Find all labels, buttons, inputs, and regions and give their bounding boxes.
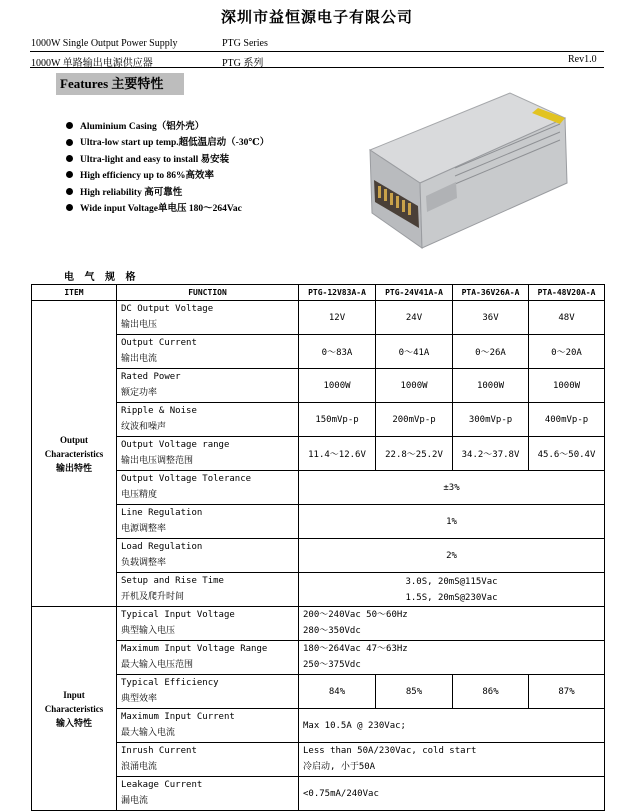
- feature-item: Ultra-low start up temp.超低温启动（-30℃）: [66, 135, 269, 151]
- table-row: [32, 369, 605, 403]
- column-header: PTA-36V26A-A: [453, 285, 529, 301]
- bullet-icon: [66, 139, 73, 146]
- function-cell: Leakage Current 漏电流: [117, 777, 299, 811]
- value-cell: 0～41A: [376, 335, 453, 369]
- revision: Rev1.0: [568, 54, 597, 65]
- function-cell: Typical Efficiency 典型效率: [117, 675, 299, 709]
- value-cell: 12V: [299, 301, 376, 335]
- value-cell: Max 10.5A @ 230Vac;: [299, 709, 605, 743]
- table-header-row: [32, 285, 605, 301]
- table-row: [32, 607, 605, 641]
- bullet-icon: [66, 122, 73, 129]
- function-cell: Rated Power 额定功率: [117, 369, 299, 403]
- value-cell: 22.8～25.2V: [376, 437, 453, 471]
- value-cell: 0～26A: [453, 335, 529, 369]
- series-cn: PTG 系列: [222, 58, 264, 69]
- header-divider-2: [30, 67, 604, 68]
- function-cell: Inrush Current 浪涌电流: [117, 743, 299, 777]
- value-cell: 0～83A: [299, 335, 376, 369]
- column-header: FUNCTION: [117, 285, 299, 301]
- bullet-icon: [66, 171, 73, 178]
- column-header: ITEM: [32, 285, 117, 301]
- value-cell: 180～264Vac 47～63Hz 250～375Vdc: [299, 641, 605, 675]
- function-cell: Ripple & Noise 纹波和噪声: [117, 403, 299, 437]
- value-cell: 1000W: [299, 369, 376, 403]
- value-cell: 45.6～50.4V: [529, 437, 605, 471]
- features-title: Features 主要特性: [56, 73, 184, 95]
- value-cell: 84%: [299, 675, 376, 709]
- feature-item: Wide input Voltage单电压 180～264Vac: [66, 201, 269, 217]
- value-cell: 36V: [453, 301, 529, 335]
- value-cell: 24V: [376, 301, 453, 335]
- value-cell: 300mVp-p: [453, 403, 529, 437]
- series-en: PTG Series: [222, 38, 268, 49]
- function-cell: Line Regulation 电源调整率: [117, 505, 299, 539]
- table-row: [32, 403, 605, 437]
- power-supply-image: [360, 88, 575, 253]
- value-cell: 150mVp-p: [299, 403, 376, 437]
- header-divider: [30, 51, 604, 52]
- company-name: 深圳市益恒源电子有限公司: [220, 10, 413, 26]
- function-cell: Output Voltage Tolerance 电压精度: [117, 471, 299, 505]
- bullet-icon: [66, 188, 73, 195]
- electrical-spec-title: 电 气 规 格: [64, 272, 140, 283]
- function-cell: Setup and Rise Time 开机及爬升时间: [117, 573, 299, 607]
- column-header: PTA-48V20A-A: [529, 285, 605, 301]
- table-row: [32, 505, 605, 539]
- value-cell: 1000W: [376, 369, 453, 403]
- product-title-en: 1000W Single Output Power Supply: [31, 38, 178, 49]
- features-list: [66, 119, 269, 217]
- value-cell: 48V: [529, 301, 605, 335]
- function-cell: Output Current 输出电流: [117, 335, 299, 369]
- value-cell: 86%: [453, 675, 529, 709]
- value-cell: ±3%: [299, 471, 605, 505]
- value-cell: <0.75mA/240Vac: [299, 777, 605, 811]
- column-header: PTG-12V83A-A: [299, 285, 376, 301]
- table-row: [32, 573, 605, 607]
- feature-item: High efficiency up to 86%高效率: [66, 168, 269, 184]
- function-cell: Maximum Input Voltage Range 最大输入电压范围: [117, 641, 299, 675]
- value-cell: 3.0S, 20mS@115Vac 1.5S, 20mS@230Vac: [299, 573, 605, 607]
- value-cell: 2%: [299, 539, 605, 573]
- value-cell: 1000W: [453, 369, 529, 403]
- table-row: [32, 539, 605, 573]
- bullet-icon: [66, 155, 73, 162]
- value-cell: 1000W: [529, 369, 605, 403]
- table-row: [32, 675, 605, 709]
- input-group-label: Input Characteristics 输入特性: [32, 607, 117, 811]
- function-cell: Maximum Input Current 最大输入电流: [117, 709, 299, 743]
- table-row: [32, 437, 605, 471]
- table-row: [32, 335, 605, 369]
- value-cell: 0～20A: [529, 335, 605, 369]
- value-cell: 200mVp-p: [376, 403, 453, 437]
- output-group-label: Output Characteristics 输出特性: [32, 301, 117, 607]
- column-header: PTG-24V41A-A: [376, 285, 453, 301]
- product-title-cn: 1000W 单路输出电源供应器: [31, 58, 153, 69]
- function-cell: Output Voltage range 输出电压调整范围: [117, 437, 299, 471]
- function-cell: DC Output Voltage 输出电压: [117, 301, 299, 335]
- function-cell: Typical Input Voltage 典型输入电压: [117, 607, 299, 641]
- feature-item: High reliability 高可靠性: [66, 185, 269, 201]
- table-row: [32, 777, 605, 811]
- table-row: [32, 471, 605, 505]
- value-cell: 400mVp-p: [529, 403, 605, 437]
- value-cell: 34.2～37.8V: [453, 437, 529, 471]
- table-row: [32, 743, 605, 777]
- value-cell: Less than 50A/230Vac, cold start 冷启动, 小于50A: [299, 743, 605, 777]
- table-row: [32, 301, 605, 335]
- bullet-icon: [66, 204, 73, 211]
- value-cell: 1%: [299, 505, 605, 539]
- table-row: [32, 709, 605, 743]
- value-cell: 11.4～12.6V: [299, 437, 376, 471]
- feature-item: Ultra-light and easy to install 易安装: [66, 152, 269, 168]
- value-cell: 85%: [376, 675, 453, 709]
- feature-item: Aluminium Casing（铝外壳）: [66, 119, 269, 135]
- function-cell: Load Regulation 负载调整率: [117, 539, 299, 573]
- value-cell: 200～240Vac 50～60Hz 280～350Vdc: [299, 607, 605, 641]
- spec-table: [31, 284, 605, 811]
- table-row: [32, 641, 605, 675]
- value-cell: 87%: [529, 675, 605, 709]
